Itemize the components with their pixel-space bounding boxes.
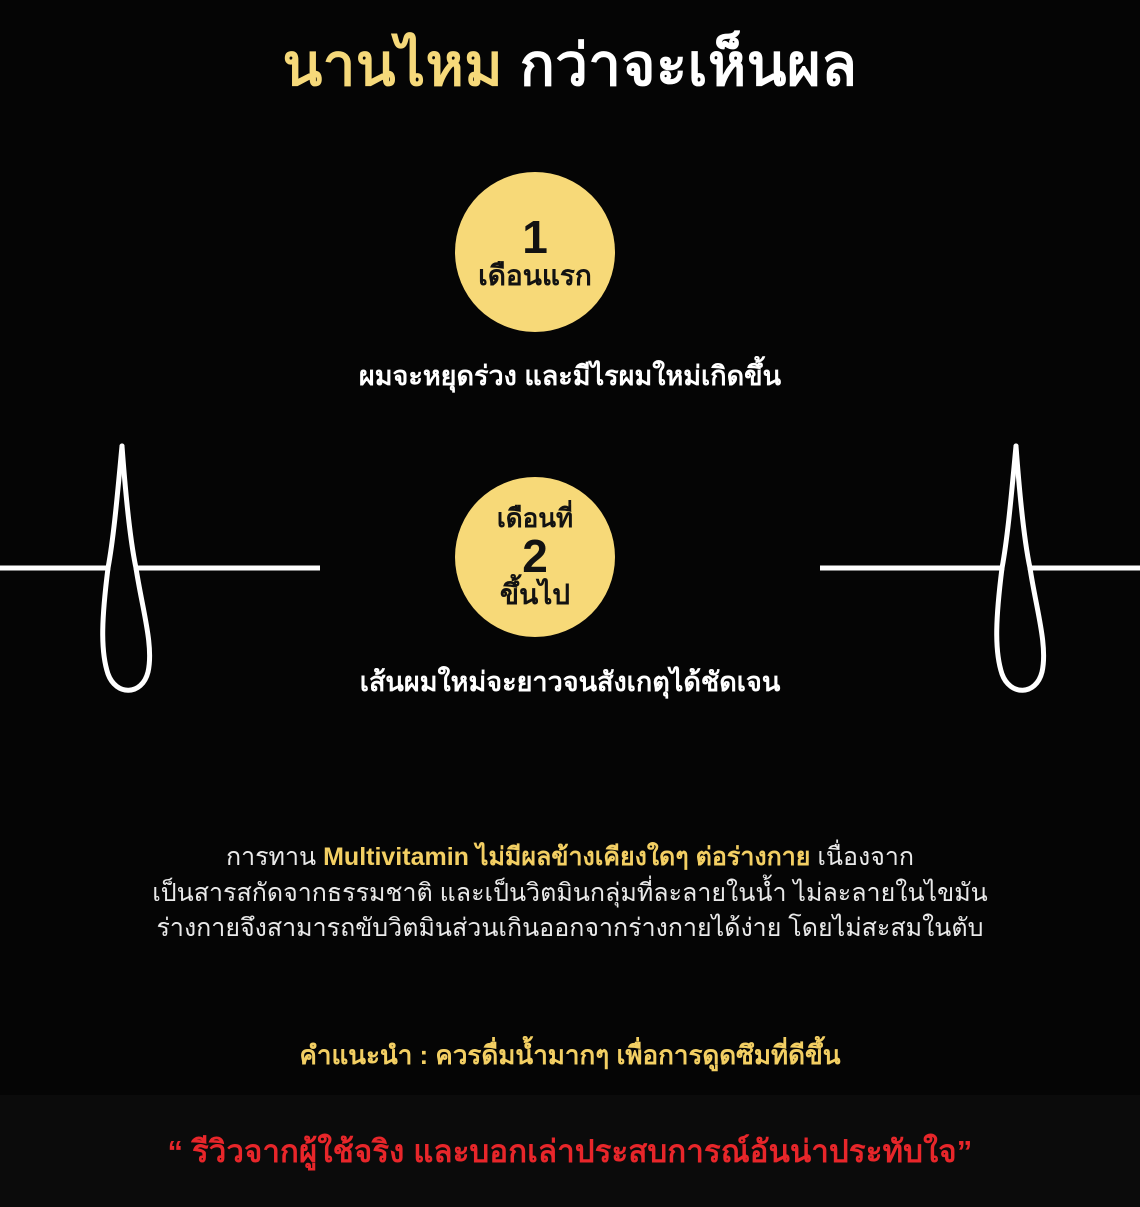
step-badge-2 — [455, 477, 615, 637]
body-line-1-accent: Multivitamin ไม่มีผลข้างเคียงใดๆ ต่อร่างกาย — [323, 843, 811, 871]
step-caption-1: ผมจะหยุดร่วง และมีไรผมใหม่เกิดขึ้น — [358, 361, 782, 391]
body-paragraph — [0, 840, 1140, 947]
page-title-accent: นานไหม — [282, 33, 504, 98]
page-title-plain: กว่าจะเห็นผล — [519, 33, 858, 98]
step-badge-2-number: 2 — [522, 530, 548, 582]
body-line-1-pre: การทาน — [225, 843, 324, 871]
step-badge-2-prefix: เดือนที่ — [496, 503, 574, 533]
step-badge-1 — [455, 172, 615, 332]
advice-text: คำแนะนำ : ควรดื่มน้ำมากๆ เพื่อการดูดซึมที่ดีขึ้น — [299, 1040, 841, 1070]
step-badge-1-number: 1 — [522, 211, 548, 263]
review-banner-text: “ รีวิวจากผู้ใช้จริง และบอกเล่าประสบการณ์อันน่าประทับใจ” — [167, 1134, 973, 1169]
page-title — [0, 34, 1140, 98]
step-caption-2: เส้นผมใหม่จะยาวจนสังเกตุได้ชัดเจน — [359, 667, 781, 697]
step-badge-2-label: ขึ้นไป — [499, 579, 571, 610]
step-badge-1-label: เดือนแรก — [478, 260, 592, 291]
body-line-1-post: เนื่องจาก — [810, 843, 915, 871]
review-banner — [0, 1095, 1140, 1207]
body-line-3: ร่างกายจึงสามารถขับวิตมินส่วนเกินออกจากร่างกายได้ง่าย โดยไม่สะสมในตับ — [156, 914, 984, 942]
body-line-2: เป็นสารสกัดจากธรรมชาติ และเป็นวิตมินกลุ่มที่ละลายในน้ำ ไม่ละลายในไขมัน — [152, 878, 988, 907]
body-line-1 — [0, 840, 1140, 876]
